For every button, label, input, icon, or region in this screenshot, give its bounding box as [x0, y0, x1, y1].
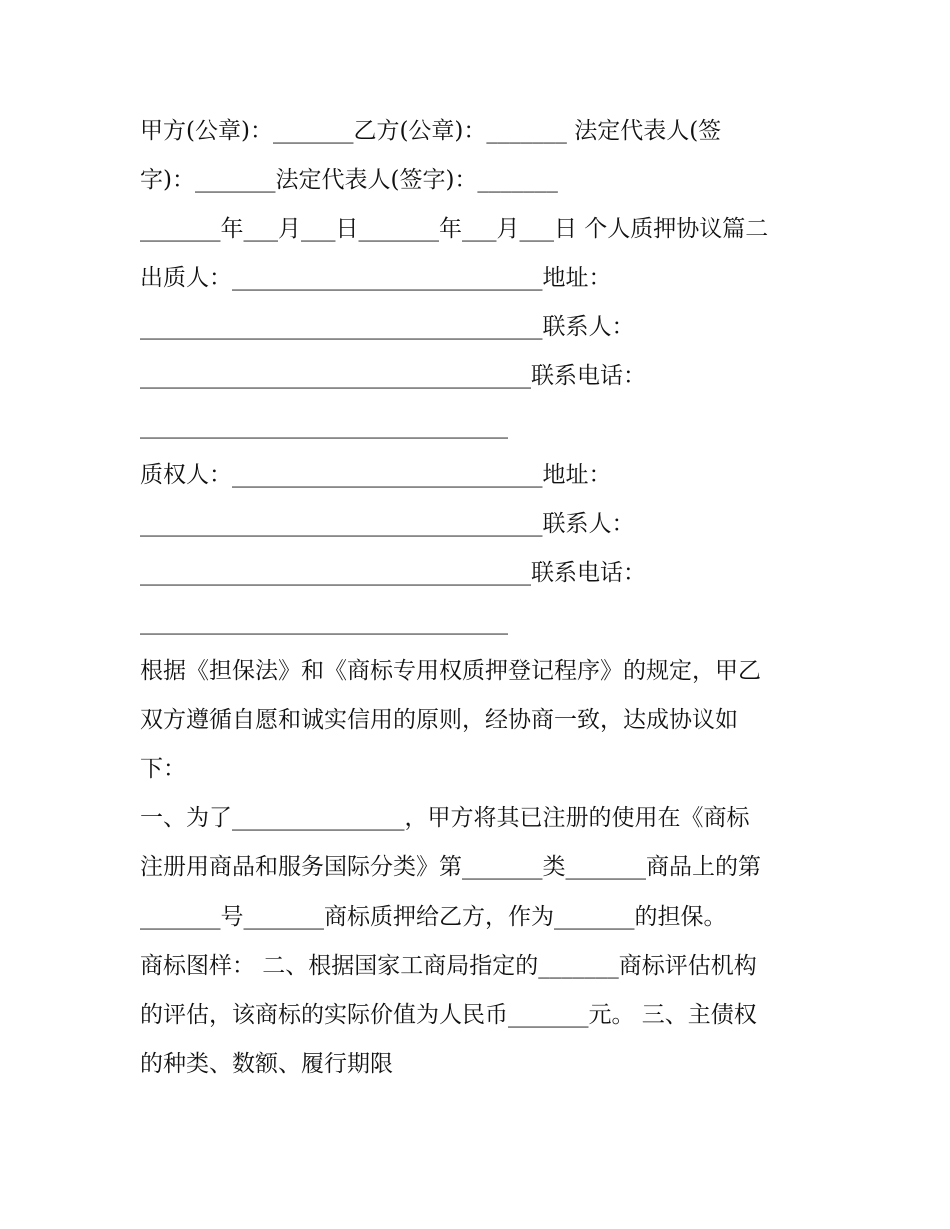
text-line: __________________________________联系电话：	[140, 559, 646, 586]
document-body	[140, 107, 820, 1089]
text-line: __________________________________联系电话：	[140, 363, 646, 390]
text-line: 出质人：___________________________地址：	[140, 265, 612, 292]
text-line: 双方遵循自愿和诚实信用的原则，经协商一致，达成协议如	[140, 707, 738, 734]
text-line: _______号_______商标质押给乙方，作为_______的担保。	[140, 903, 727, 930]
text-line: 下：	[140, 756, 186, 783]
text-line: ___________________________________联系人：	[140, 510, 635, 537]
text-line: 注册用商品和服务国际分类》第_______类_______商品上的第	[140, 854, 761, 881]
text-line: ________________________________	[140, 608, 508, 635]
text-line: 一、为了_______________，甲方将其已注册的使用在《商标	[140, 805, 750, 832]
text-line: 根据《担保法》和《商标专用权质押登记程序》的规定，甲乙	[140, 658, 761, 685]
text-line: 的评估，该商标的实际价值为人民币_______元。 三、主债权	[140, 1001, 757, 1028]
text-line: 字)：_______法定代表人(签字)：_______	[140, 167, 558, 194]
text-line: 商标图样： 二、根据国家工商局指定的_______商标评估机构	[140, 952, 757, 979]
text-line: 甲方(公章)：_______乙方(公章)：_______ 法定代表人(签	[140, 118, 722, 144]
text-line: ___________________________________联系人：	[140, 314, 635, 341]
text-line: 质权人：___________________________地址：	[140, 461, 612, 488]
text-line: ________________________________	[140, 412, 508, 439]
text-line: _______年___月___日_______年___月___日 个人质押协议篇二	[140, 216, 769, 243]
text-line: 的种类、数额、履行期限	[140, 1050, 393, 1077]
